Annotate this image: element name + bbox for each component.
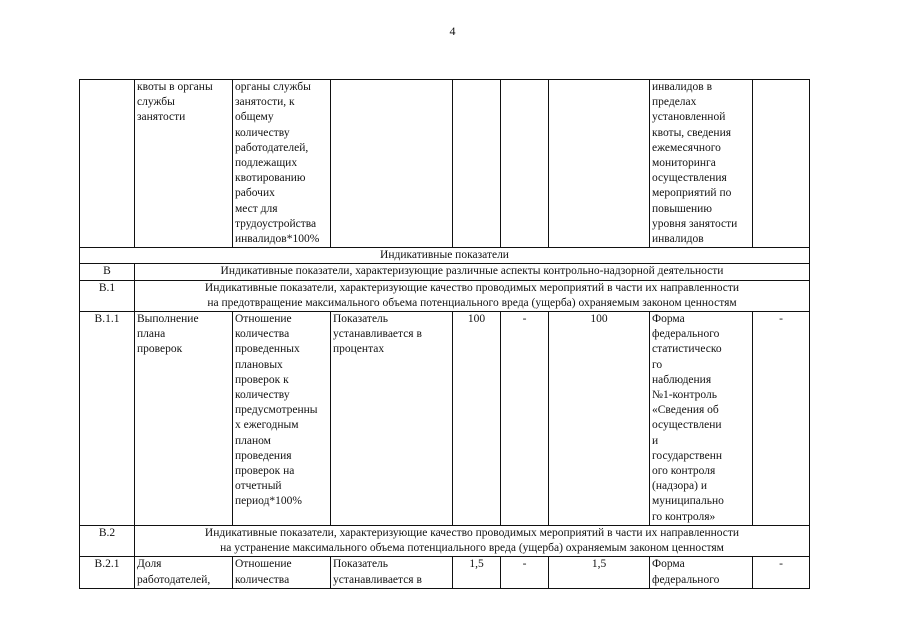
row-heading-text: Индикативные показатели, характеризующие различные аспекты контрольно-надзорной деятельности	[135, 264, 810, 280]
cell-formula: органы службы занятости, к общему количеству работодателей, подлежащих квотированию рабочих мест для трудоустройства инвалидов*100%	[233, 80, 331, 248]
cell-source: Форма федерального	[650, 557, 753, 588]
cell-code: В.1.1	[80, 312, 135, 526]
cell-name: Выполнение плана проверок	[135, 312, 233, 526]
cell-code	[80, 80, 135, 248]
row-code: В	[80, 264, 135, 280]
cell-unit: Показатель устанавливается в	[331, 557, 453, 588]
cell-name: Доля работодателей,	[135, 557, 233, 588]
cell-source: Форма федерального статистическо го наблюдения №1-контроль «Сведения об осуществлени и государственн ого контроля (надзора) и муниципально го контроля»	[650, 312, 753, 526]
cell-value-3: 1,5	[549, 557, 650, 588]
cell-formula: Отношение количества	[233, 557, 331, 588]
table-row-b11	[80, 312, 810, 526]
cell-name: квоты в органы службы занятости	[135, 80, 233, 248]
table-row-b1	[80, 280, 810, 311]
cell-value-2	[501, 80, 549, 248]
cell-value-4: -	[753, 312, 810, 526]
cell-value-2: -	[501, 312, 549, 526]
page-number: 4	[449, 24, 456, 38]
indicators-table	[79, 79, 810, 589]
cell-value-1: 1,5	[453, 557, 501, 588]
cell-source: инвалидов в пределах установленной квоты, сведения ежемесячного мониторинга осуществления мероприятий по повышению уровня занятости инвалидов	[650, 80, 753, 248]
row-code: В.1	[80, 280, 135, 311]
table-row-b21	[80, 557, 810, 588]
row-heading-text: Индикативные показатели, характеризующие качество проводимых мероприятий в части их направленности на предотвращение максимального объема потенциального вреда (ущерба) охраняемым законом ценностям	[135, 280, 810, 311]
cell-value-4	[753, 80, 810, 248]
cell-unit: Показатель устанавливается в процентах	[331, 312, 453, 526]
table-row-continued	[80, 80, 810, 248]
section-heading-row	[80, 248, 810, 264]
section-heading: Индикативные показатели	[80, 248, 810, 264]
row-code: В.2	[80, 525, 135, 556]
table-row-b	[80, 264, 810, 280]
cell-unit	[331, 80, 453, 248]
cell-value-1: 100	[453, 312, 501, 526]
cell-value-1	[453, 80, 501, 248]
row-heading-text: Индикативные показатели, характеризующие качество проводимых мероприятий в части их направленности на устранение максимального объема потенциального вреда (ущерба) охраняемым законом ценностям	[135, 525, 810, 556]
cell-code: В.2.1	[80, 557, 135, 588]
table-row-b2	[80, 525, 810, 556]
cell-value-3: 100	[549, 312, 650, 526]
cell-value-2: -	[501, 557, 549, 588]
cell-value-4: -	[753, 557, 810, 588]
cell-formula: Отношение количества проведенных плановых проверок к количеству предусмотренны х ежегодным планом проведения проверок на отчетный период*100%	[233, 312, 331, 526]
cell-value-3	[549, 80, 650, 248]
